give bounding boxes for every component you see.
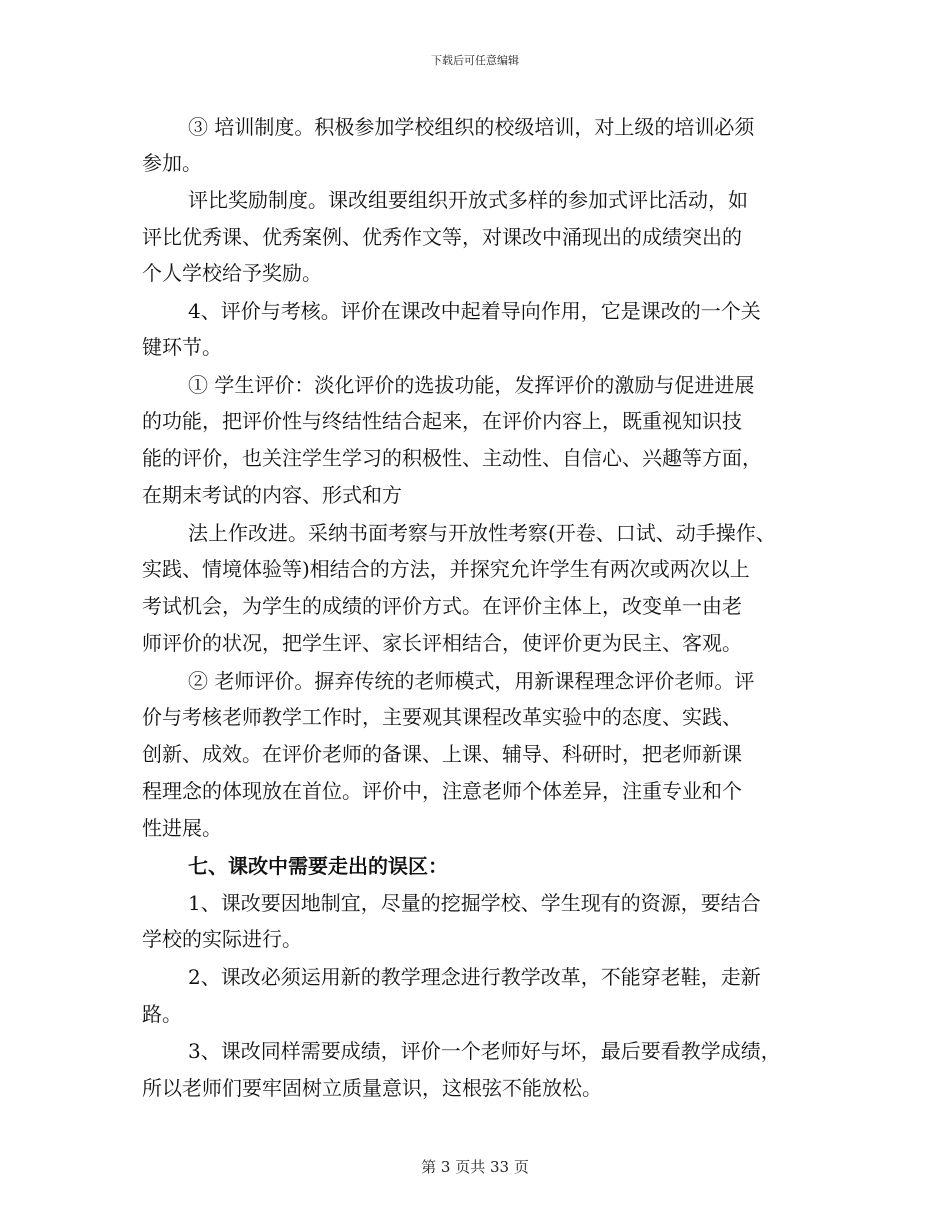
paragraph-line: 键环节。	[142, 335, 222, 359]
paragraph-line: 个人学校给予奖励。	[142, 261, 322, 285]
page-header: 下载后可任意编辑	[431, 54, 519, 67]
paragraph-line: ② 老师评价。摒弃传统的老师模式，用新课程理念评价老师。评	[188, 669, 755, 693]
section-heading: 七、课改中需要走出的误区：	[188, 854, 448, 878]
paragraph-line: 法上作改进。采纳书面考察与开放性考察(开卷、口试、动手操作、	[188, 521, 776, 545]
paragraph-line: 的功能，把评价性与终结性结合起来，在评价内容上，既重视知识技	[142, 409, 742, 433]
paragraph-line: 在期末考试的内容、形式和方	[142, 483, 402, 507]
paragraph-line: ③ 培训制度。积极参加学校组织的校级培训，对上级的培训必须	[188, 115, 755, 139]
paragraph-line: 创新、成效。在评价老师的备课、上课、辅导、科研时，把老师新课	[142, 742, 742, 766]
paragraph-line: ① 学生评价：淡化评价的选拔功能，发挥评价的激励与促进进展	[188, 373, 755, 397]
paragraph-line: 实践、情境体验等)相结合的方法，并探究允许学生有两次或两次以上	[142, 557, 750, 581]
paragraph-line: 学校的实际进行。	[142, 927, 302, 951]
paragraph-line: 所以老师们要牢固树立质量意识，这根弦不能放松。	[142, 1076, 602, 1100]
paragraph-line: 程理念的体现放在首位。评价中，注意老师个体差异，注重专业和个	[142, 779, 742, 803]
paragraph-line: 价与考核老师教学工作时，主要观其课程改革实验中的态度、实践、	[142, 705, 742, 729]
paragraph-line: 考试机会，为学生的成绩的评价方式。在评价主体上，改变单一由老	[142, 594, 742, 618]
paragraph-line: 1、课改要因地制宜，尽量的挖掘学校、学生现有的资源，要结合	[188, 891, 761, 915]
paragraph-line: 路。	[142, 1002, 182, 1026]
paragraph-line: 4、评价与考核。评价在课改中起着导向作用，它是课改的一个关	[188, 299, 761, 323]
paragraph-line: 评比优秀课、优秀案例、优秀作文等，对课改中涌现出的成绩突出的	[142, 225, 742, 249]
paragraph-line: 2、课改必须运用新的教学理念进行教学改革，不能穿老鞋，走新	[188, 965, 761, 989]
paragraph-line: 参加。	[142, 151, 202, 175]
paragraph-line: 性进展。	[142, 816, 222, 840]
paragraph-line: 评比奖励制度。课改组要组织开放式多样的参加式评比活动，如	[188, 188, 748, 212]
page-footer: 第 3 页共 33 页	[421, 1158, 529, 1176]
paragraph-line: 师评价的状况，把学生评、家长评相结合，使评价更为民主、客观。	[142, 631, 742, 655]
paragraph-line: 3、课改同样需要成绩，评价一个老师好与坏，最后要看教学成绩，	[188, 1039, 781, 1063]
paragraph-line: 能的评价，也关注学生学习的积极性、主动性、自信心、兴趣等方面，	[142, 446, 762, 470]
